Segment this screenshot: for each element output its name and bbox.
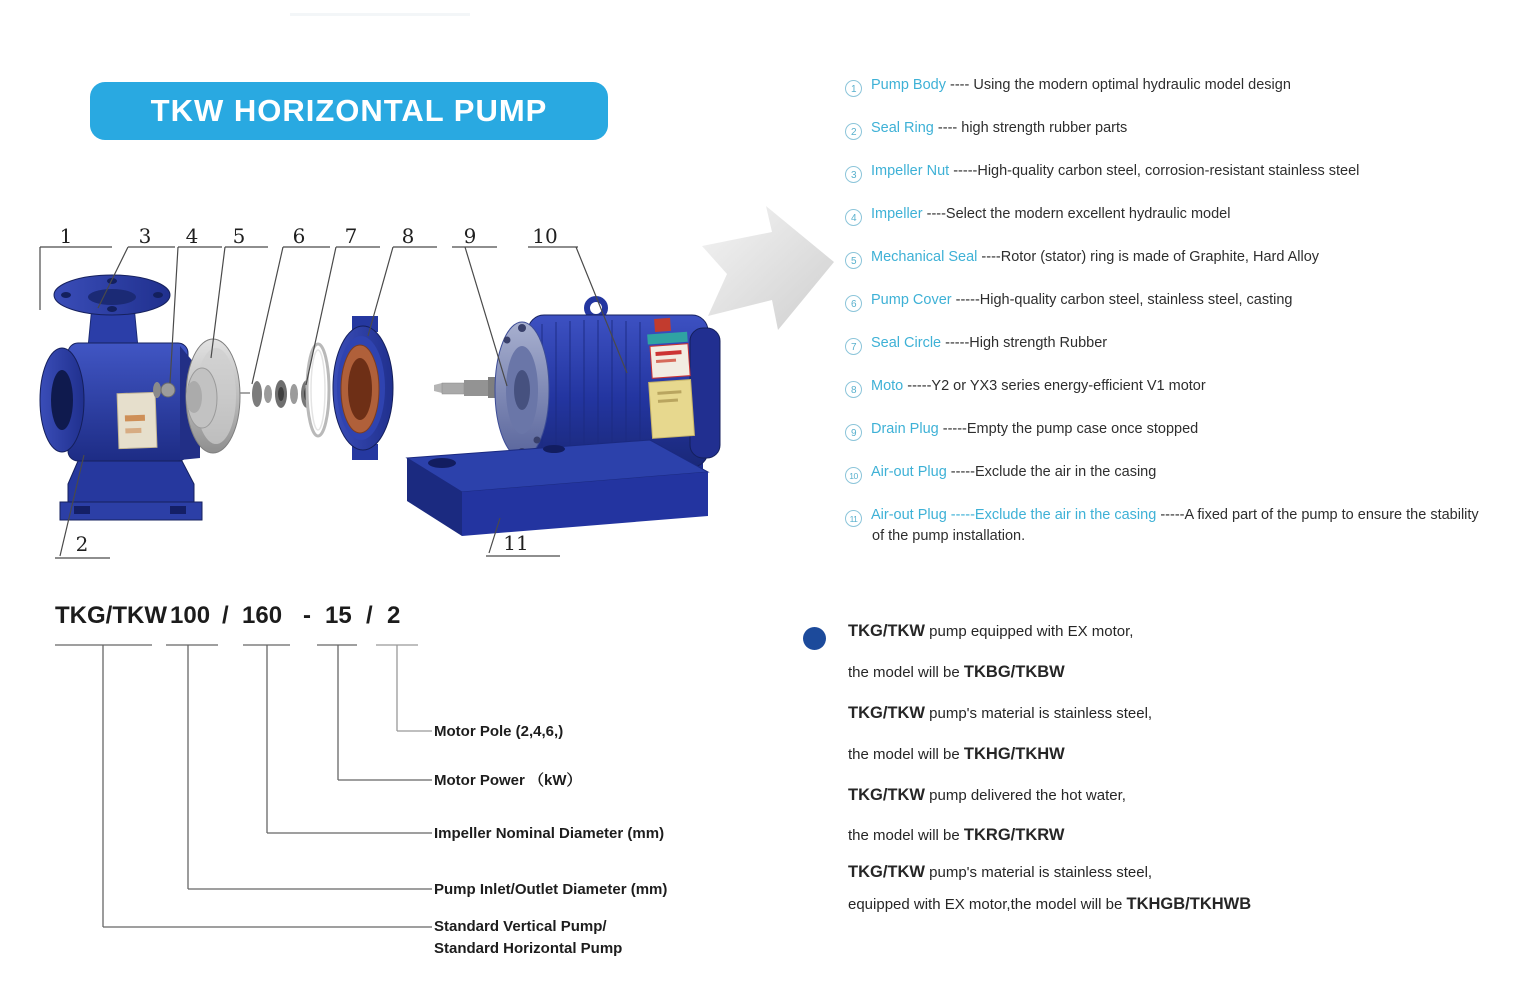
model-code-inlet: 100 [170, 602, 211, 629]
part-number-badge: 8 [845, 381, 862, 398]
callout-10: 10 [532, 224, 558, 248]
model-name: TKHGB/TKHWB [1126, 895, 1252, 913]
motor-flange [495, 322, 549, 458]
label-motor-pole: Motor Pole (2,4,6,) [434, 723, 564, 740]
parts-list-item [845, 248, 1493, 269]
scan-artifact [290, 13, 470, 16]
model-code-slash-1: / [222, 602, 229, 629]
parts-list-item [845, 377, 1493, 398]
nameplate-sticker [117, 392, 157, 448]
label-impeller-diameter: Impeller Nominal Diameter (mm) [434, 825, 665, 842]
label-motor-power: Motor Power （kW） [434, 772, 582, 789]
parts-list-item [845, 119, 1493, 140]
parts-list [845, 76, 1493, 567]
base-plate [407, 440, 708, 536]
impeller-nut [153, 382, 175, 398]
part-number-badge: 9 [845, 424, 862, 441]
part-label: Pump Body [871, 77, 950, 93]
part-label: Air-out Plug [871, 464, 951, 480]
model-name: TKG/TKW [848, 622, 925, 640]
callout-11: 11 [503, 531, 529, 555]
parts-list-item [845, 76, 1493, 97]
bullet-dot-icon [803, 627, 826, 650]
title-banner [90, 82, 608, 140]
note-text: pump delivered the hot water, [924, 787, 1126, 804]
note-line [848, 895, 1368, 914]
part-description: ---- Using the modern optimal hydraulic model design [950, 77, 1291, 93]
model-variant-notes [848, 622, 1368, 914]
part-description: -----Y2 or YX3 series energy-efficient V1 motor [907, 378, 1206, 394]
part-label: Drain Plug [871, 421, 943, 437]
callout-8: 8 [401, 224, 415, 248]
part-number-badge: 2 [845, 123, 862, 140]
model-name: TKRG/TKRW [963, 826, 1065, 844]
note-line [848, 704, 1368, 723]
impeller [186, 339, 240, 453]
part-description: ----Select the modern excellent hydraulic model [926, 206, 1231, 222]
pump-exploded-diagram [30, 200, 845, 578]
part-label: Impeller Nut [871, 163, 954, 179]
note-text: the model will be [848, 746, 964, 763]
pump-body [40, 275, 202, 520]
note-text: pump equipped with EX motor, [924, 623, 1134, 640]
note-text: pump's material is stainless steel, [924, 705, 1153, 722]
callout-6: 6 [292, 224, 306, 248]
callout-1: 1 [59, 224, 73, 248]
callout-3: 3 [138, 224, 152, 248]
parts-list-item [845, 334, 1493, 355]
note-text: pump's material is stainless steel, [924, 864, 1153, 881]
label-pump-type-line2: Standard Horizontal Pump [434, 940, 623, 957]
label-pump-type-line1: Standard Vertical Pump/ [434, 918, 607, 935]
callout-5: 5 [232, 224, 246, 248]
seal-circle [307, 344, 329, 436]
part-label: Mechanical Seal [871, 249, 982, 265]
part-number-badge: 11 [845, 510, 862, 527]
note-line [848, 622, 1368, 641]
note-text: equipped with EX motor,the model will be [848, 896, 1127, 913]
part-description: ----Rotor (stator) ring is made of Graphite, Hard Alloy [981, 249, 1320, 265]
part-label: Air-out Plug -----Exclude the air in the casing [871, 507, 1161, 523]
note-text: the model will be [848, 827, 964, 844]
page-title: TKW HORIZONTAL PUMP [150, 93, 548, 128]
note-line [848, 863, 1368, 882]
callout-7: 7 [344, 224, 358, 248]
part-label: Moto [871, 378, 908, 394]
model-name: TKG/TKW [848, 704, 925, 722]
model-name: TKG/TKW [848, 863, 925, 881]
callout-2: 2 [75, 532, 89, 556]
part-number-badge: 5 [845, 252, 862, 269]
part-description: -----High-quality carbon steel, stainless steel, casting [955, 292, 1293, 308]
part-description: -----High-quality carbon steel, corrosion-resistant stainless steel [953, 163, 1360, 179]
part-description: ---- high strength rubber parts [937, 120, 1128, 136]
note-line [848, 745, 1368, 764]
model-code-prefix: TKG/TKW [55, 602, 167, 629]
model-name: TKHG/TKHW [963, 745, 1065, 763]
part-description: -----Exclude the air in the casing [950, 464, 1157, 480]
lifting-eye [587, 299, 605, 317]
mechanical-seal [252, 380, 313, 408]
parts-list-item [845, 463, 1493, 484]
part-number-badge: 1 [845, 80, 862, 97]
model-name: TKBG/TKBW [963, 663, 1065, 681]
model-code-impeller: 160 [242, 602, 283, 629]
note-line [848, 826, 1368, 845]
part-number-badge: 6 [845, 295, 862, 312]
model-code-power: 15 [325, 602, 352, 629]
part-label: Impeller [871, 206, 927, 222]
model-code-slash-2: / [366, 602, 373, 629]
parts-list-item [845, 291, 1493, 312]
part-number-badge: 7 [845, 338, 862, 355]
part-number-badge: 3 [845, 166, 862, 183]
part-description: -----High strength Rubber [945, 335, 1108, 351]
yellow-label [649, 380, 695, 439]
part-description: -----Empty the pump case once stopped [942, 421, 1199, 437]
part-label: Seal Ring [871, 120, 938, 136]
model-code-pole: 2 [387, 602, 401, 629]
model-code-tree-lines [40, 640, 440, 950]
part-description: -----A fixed part of the pump to ensure the stability of the pump installation. [872, 507, 1479, 544]
note-text: the model will be [848, 664, 964, 681]
note-line [848, 663, 1368, 682]
callout-4: 4 [185, 224, 199, 248]
part-label: Seal Circle [871, 335, 946, 351]
note-line [848, 786, 1368, 805]
arrow-right-icon [702, 206, 834, 330]
part-label: Pump Cover [871, 292, 956, 308]
label-pump-diameter: Pump Inlet/Outlet Diameter (mm) [434, 881, 668, 898]
part-number-badge: 4 [845, 209, 862, 226]
pump-cover [333, 316, 393, 460]
parts-list-item [845, 420, 1493, 441]
parts-list-item [845, 205, 1493, 226]
small-red-tag [654, 318, 671, 332]
parts-list-item [845, 162, 1493, 183]
model-code-dash: - [303, 602, 311, 629]
part-number-badge: 10 [845, 467, 862, 484]
model-name: TKG/TKW [848, 786, 925, 804]
callout-9: 9 [463, 224, 477, 248]
parts-list-item [845, 506, 1493, 545]
